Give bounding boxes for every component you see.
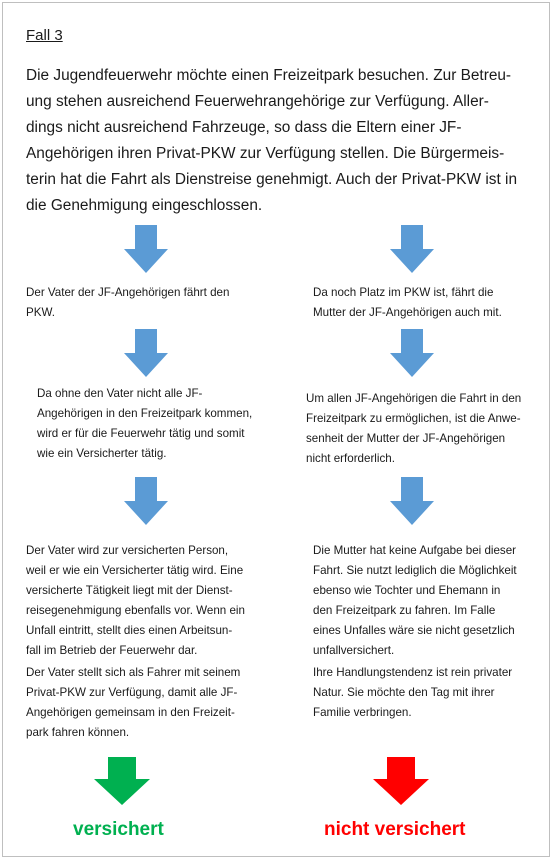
flow-arrow-icon [124, 329, 168, 377]
text-line: Der Vater wird zur versicherten Person, [26, 544, 229, 557]
text-line: Der Vater stellt sich als Fahrer mit seinem [26, 666, 241, 679]
text-line: Fahrt. Sie nutzt lediglich die Möglichkeit [313, 564, 517, 577]
result-insured-label: versichert [73, 819, 164, 840]
text-line: eines Unfalles wäre sie nicht gesetzlich [313, 624, 515, 637]
text-line: wird er für die Feuerwehr tätig und somit [37, 427, 245, 440]
intro-line: terin hat die Fahrt als Dienstreise genehmigt. Auch der Privat-PKW ist in [26, 171, 518, 188]
intro-line: ung stehen ausreichend Feuerwehrangehörige zur Verfügung. Aller- [26, 93, 489, 110]
text-line: Der Vater der JF-Angehörigen fährt den [26, 286, 230, 299]
text-line: nicht erforderlich. [306, 452, 395, 465]
text-line: Um allen JF-Angehörigen die Fahrt in den [306, 392, 522, 405]
text-line: weil er wie ein Versicherter tätig wird. Eine [26, 564, 244, 577]
text-line: Privat-PKW zur Verfügung, damit alle JF- [26, 686, 238, 699]
text-line: Unfall eintritt, stellt dies einen Arbeitsun- [26, 624, 233, 637]
left-step-3b [26, 663, 240, 743]
result-not-insured-label: nicht versichert [324, 819, 466, 840]
result-arrow-red-icon [373, 757, 429, 805]
text-line: Natur. Sie möchte den Tag mit ihrer [313, 686, 495, 699]
result-arrow-green-icon [94, 757, 150, 805]
left-step-1 [26, 283, 229, 323]
right-step-3a [313, 541, 517, 661]
text-line: Da ohne den Vater nicht alle JF- [37, 387, 203, 400]
text-line: Die Mutter hat keine Aufgabe bei dieser [313, 544, 517, 557]
text-line: den Freizeitpark zu fahren. Im Falle [313, 604, 496, 617]
text-line: PKW. [26, 306, 55, 319]
flow-arrow-icon [124, 225, 168, 273]
text-line: Mutter der JF-Angehörigen auch mit. [313, 306, 502, 319]
intro-line: dings nicht ausreichend Fahrzeuge, so dass die Eltern einer JF- [26, 119, 462, 136]
text-line: Da noch Platz im PKW ist, fährt die [313, 286, 494, 299]
text-line: Ihre Handlungstendenz ist rein privater [313, 666, 513, 679]
intro-line: Angehörigen ihren Privat-PKW zur Verfügung stellen. Die Bürgermeis- [26, 145, 505, 162]
right-step-1 [313, 283, 502, 323]
text-line: Angehörigen in den Freizeitpark kommen, [37, 407, 253, 420]
flow-arrow-icon [124, 477, 168, 525]
text-line: versicherte Tätigkeit liegt mit der Dienst- [26, 584, 233, 597]
text-line: Familie verbringen. [313, 706, 412, 719]
intro-line: die Genehmigung eingeschlossen. [26, 197, 263, 214]
left-step-2 [37, 384, 252, 464]
flow-arrow-icon [390, 329, 434, 377]
text-line: Freizeitpark zu ermöglichen, ist die Anwe- [306, 412, 521, 425]
text-line: senheit der Mutter der JF-Angehörigen [306, 432, 506, 445]
intro-line: Die Jugendfeuerwehr möchte einen Freizeitpark besuchen. Zur Betreu- [26, 67, 512, 84]
flow-arrow-icon [390, 225, 434, 273]
text-line: park fahren können. [26, 726, 130, 739]
text-line: fall im Betrieb der Feuerwehr dar. [26, 644, 198, 657]
text-line: unfallversichert. [313, 644, 395, 657]
right-step-3b [313, 663, 512, 723]
case-title: Fall 3 [26, 27, 63, 44]
left-step-3a [26, 541, 245, 661]
flow-arrow-icon [390, 477, 434, 525]
intro-paragraph [26, 63, 536, 219]
text-line: ebenso wie Tochter und Ehemann in [313, 584, 501, 597]
text-line: reisegenehmigung ebenfalls vor. Wenn ein [26, 604, 245, 617]
text-line: wie ein Versicherter tätig. [37, 447, 167, 460]
text-line: Angehörigen gemeinsam in den Freizeit- [26, 706, 235, 719]
right-step-2 [306, 389, 521, 469]
